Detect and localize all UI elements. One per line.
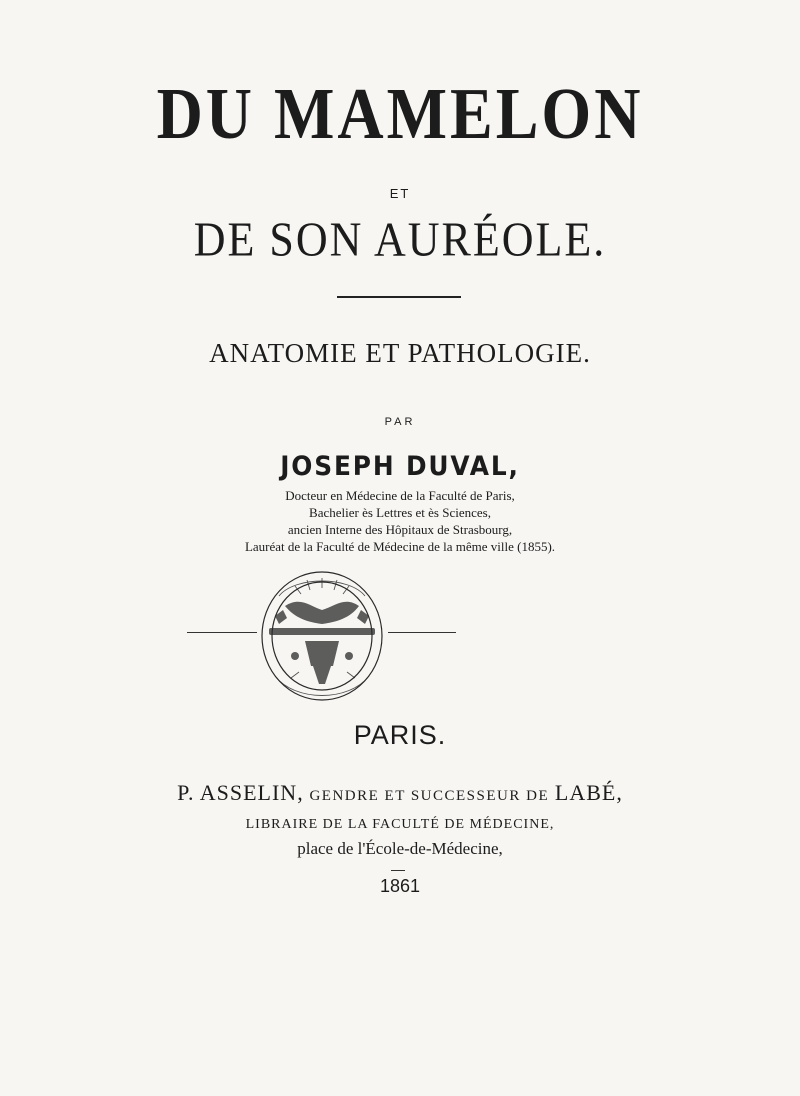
title-connector: ET: [389, 186, 411, 201]
author-credential: Docteur en Médecine de la Faculté de Paris,: [285, 488, 515, 503]
publication-year: 1861: [379, 876, 421, 896]
publisher-title: LIBRAIRE DE LA FACULTÉ DE MÉDECINE,: [245, 817, 555, 832]
author-credential: Bachelier ès Lettres et ès Sciences,: [309, 505, 491, 520]
author-credential: ancien Interne des Hôpitaux de Strasbourg,: [287, 522, 513, 537]
main-title: DU MAMELON: [156, 72, 644, 155]
publisher-line: [0, 782, 800, 804]
imprint-city: PARIS.: [353, 720, 447, 750]
byline: PAR: [384, 416, 416, 428]
printer-mark-rule-right: [388, 632, 456, 633]
author-credential: Lauréat de la Faculté de Médecine de la même ville (1855).: [244, 539, 556, 554]
title-divider: [337, 296, 461, 298]
printer-mark-rule-left: [187, 632, 257, 633]
publisher-name: P. ASSELIN,: [177, 780, 304, 805]
author-name: JOSEPH DUVAL,: [280, 451, 520, 482]
printer-mark-emblem-icon: [255, 566, 389, 708]
publisher-predecessor: LABÉ,: [554, 780, 623, 805]
subject-heading: ANATOMIE ET PATHOLOGIE.: [209, 338, 591, 368]
year-divider: [391, 870, 405, 871]
publisher-address: place de l'École-de-Médecine,: [297, 839, 503, 858]
publisher-relation: GENDRE ET SUCCESSEUR DE: [309, 788, 550, 804]
secondary-title: DE SON AURÉOLE.: [193, 212, 607, 267]
